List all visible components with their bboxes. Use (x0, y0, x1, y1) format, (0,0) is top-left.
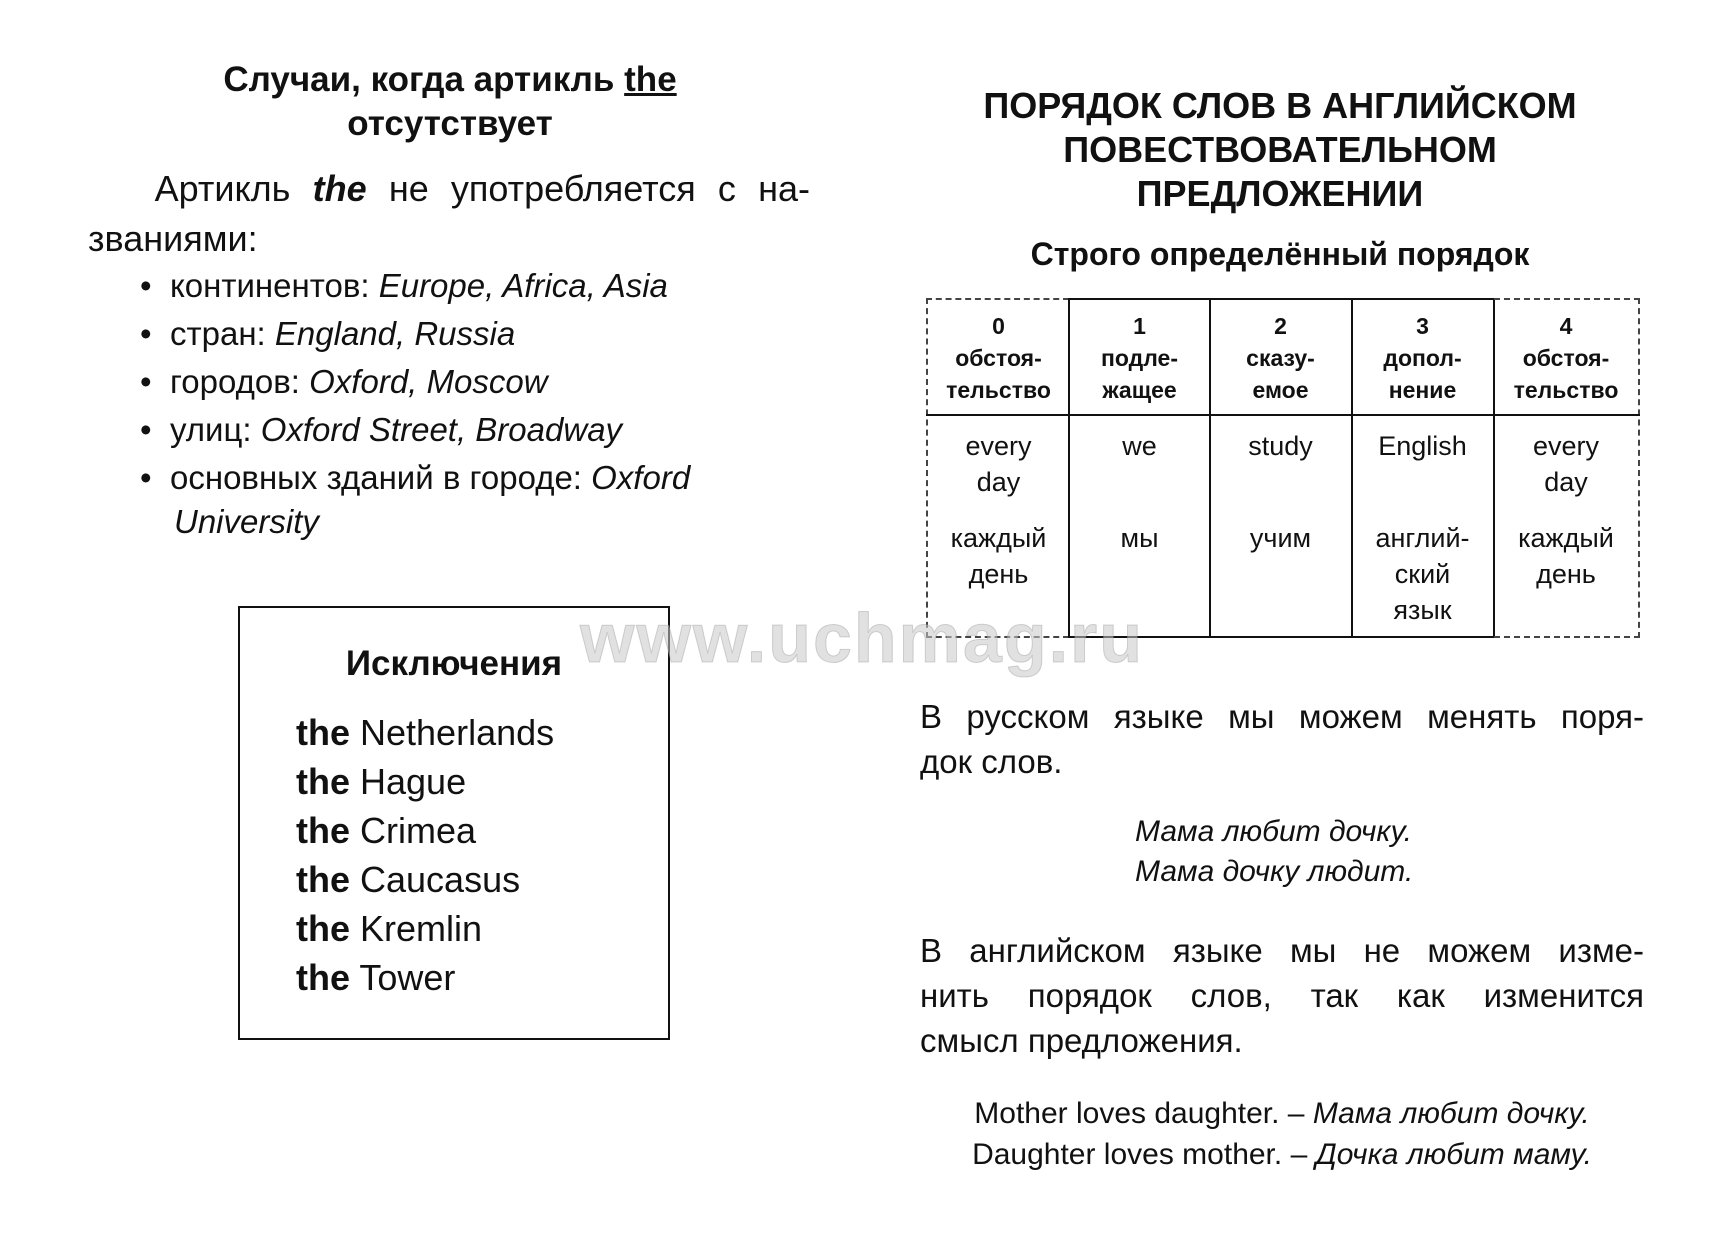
cell-line: англий- (1375, 523, 1470, 553)
title-line: ПРЕДЛОЖЕНИИ (1136, 173, 1424, 214)
column-number: 4 (1559, 313, 1573, 339)
article-the: the (296, 712, 350, 753)
rule-examples-continued: University (174, 503, 319, 540)
example-sentence: Мама дочку людит. (1135, 855, 1414, 888)
table-column (1068, 298, 1211, 638)
russian-cell (1352, 520, 1493, 628)
watermark: www.uchmag.ru (580, 599, 1145, 677)
rule-examples: Oxford (591, 459, 691, 496)
column-number: 0 (992, 313, 1005, 339)
right-page-title (910, 84, 1650, 216)
intro-the: the (312, 168, 367, 209)
article-the: the (296, 810, 350, 851)
rule-label: улиц: (170, 411, 252, 448)
cell-line: ский (1394, 559, 1451, 589)
list-item (296, 904, 554, 953)
article-the: the (296, 908, 350, 949)
bullet-icon: • (140, 459, 152, 496)
title-line: ПОРЯДОК СЛОВ В АНГЛИЙСКОМ (983, 85, 1577, 126)
list-item (296, 855, 554, 904)
exception-name: Caucasus (360, 859, 521, 900)
bullet-icon: • (140, 315, 152, 352)
column-number: 3 (1416, 313, 1429, 339)
cell-line: каждый (1518, 523, 1614, 553)
title-article-the: the (624, 60, 677, 99)
english-cell (1070, 428, 1209, 464)
rule-label: основных зданий в городе: (170, 459, 582, 496)
intro-line-1-rest: не употребляется с на- (388, 168, 810, 209)
paragraph-line: В английском языке мы не можем изме- (920, 932, 1644, 969)
list-item (140, 454, 840, 546)
rule-examples: Oxford Street, Broadway (260, 411, 623, 448)
english-cell (1352, 428, 1493, 464)
example-english: Mother loves daughter. – (974, 1097, 1305, 1130)
example-pair (920, 1093, 1644, 1134)
english-examples (920, 1093, 1644, 1175)
word-order-table (926, 298, 1640, 638)
example-english: Daughter loves mother. – (972, 1138, 1308, 1171)
cell-line: every (1532, 431, 1600, 461)
intro-paragraph (88, 164, 810, 264)
russian-cell (1070, 520, 1209, 556)
header-line: допол- (1383, 345, 1462, 371)
column-header (1494, 300, 1638, 418)
column-number: 1 (1133, 313, 1146, 339)
rule-label: стран: (170, 315, 266, 352)
cell-line: English (1378, 431, 1467, 461)
cell-line: day (976, 467, 1021, 497)
list-item (140, 262, 840, 310)
article-the: the (296, 957, 350, 998)
table-subtitle: Строго определённый порядок (1030, 236, 1530, 272)
paragraph-line: смысл предложения. (920, 1022, 1243, 1059)
title-text-1: Случаи, когда артикль (223, 60, 615, 99)
header-line: жащее (1102, 377, 1177, 403)
article-the: the (296, 761, 350, 802)
list-item (296, 953, 554, 1002)
cell-line: учим (1249, 523, 1312, 553)
cell-line: мы (1120, 523, 1159, 553)
column-header (1210, 300, 1351, 418)
rules-list (140, 262, 840, 546)
exception-name: Tower (359, 957, 456, 998)
example-translation: Мама любит дочку. (1312, 1097, 1590, 1130)
list-item (140, 310, 840, 358)
rule-examples: England, Russia (274, 315, 516, 352)
russian-order-paragraph (920, 694, 1644, 784)
rule-examples: Europe, Africa, Asia (378, 267, 668, 304)
exception-name: Crimea (360, 810, 477, 851)
bullet-icon: • (140, 411, 152, 448)
column-header (1070, 300, 1209, 418)
table-column (1494, 298, 1640, 638)
list-item (140, 358, 840, 406)
intro-line-2: званиями: (88, 218, 258, 259)
bullet-icon: • (140, 267, 152, 304)
list-item (296, 757, 554, 806)
article-the: the (296, 859, 350, 900)
exception-name: Netherlands (360, 712, 555, 753)
column-header (1352, 300, 1493, 418)
english-cell (1210, 428, 1351, 464)
exception-name: Kremlin (360, 908, 483, 949)
list-item (296, 708, 554, 757)
title-text-2: отсутствует (347, 104, 553, 143)
list-item (140, 406, 840, 454)
exception-name: Hague (360, 761, 467, 802)
example-sentence: Мама любит дочку. (1135, 815, 1412, 848)
paragraph-line: нить порядок слов, так как изменится (920, 977, 1644, 1014)
column-number: 2 (1274, 313, 1287, 339)
header-line: тельство (946, 377, 1051, 403)
russian-cell (928, 520, 1069, 592)
english-cell (1494, 428, 1638, 500)
cell-line: язык (1393, 595, 1452, 625)
russian-examples (1135, 812, 1413, 892)
cell-line: study (1248, 431, 1313, 461)
paragraph-line: док слов. (920, 743, 1063, 780)
cell-line: день (1536, 559, 1596, 589)
exceptions-list (296, 708, 554, 1002)
left-page-title (140, 58, 760, 146)
header-line: тельство (1513, 377, 1619, 403)
rule-label: городов: (170, 363, 300, 400)
rule-label: континентов: (170, 267, 370, 304)
header-line: нение (1388, 377, 1457, 403)
table-column (1352, 298, 1495, 638)
title-line: ПОВЕСТВОВАТЕЛЬНОМ (1063, 129, 1497, 170)
bullet-icon: • (140, 363, 152, 400)
header-divider (926, 414, 1640, 416)
table-column (926, 298, 1069, 638)
russian-cell (1494, 520, 1638, 592)
cell-line: каждый (950, 523, 1047, 553)
header-line: емое (1252, 377, 1309, 403)
cell-line: we (1122, 431, 1157, 461)
intro-lead: Артикль (154, 168, 291, 209)
paragraph-line: В русском языке мы можем менять поря- (920, 698, 1644, 735)
example-translation: Дочка любит маму. (1315, 1138, 1592, 1171)
example-pair (920, 1134, 1644, 1175)
russian-cell (1210, 520, 1351, 556)
header-line: подле- (1101, 345, 1178, 371)
english-order-paragraph (920, 928, 1644, 1063)
exceptions-title: Исключения (345, 644, 563, 683)
table-column (1210, 298, 1353, 638)
english-cell (928, 428, 1069, 500)
header-line: обстоя- (955, 345, 1042, 371)
list-item (296, 806, 554, 855)
intro-line-1 (88, 164, 810, 214)
header-line: обстоя- (1522, 345, 1610, 371)
cell-line: день (968, 559, 1029, 589)
header-line: сказу- (1246, 345, 1315, 371)
column-header (928, 300, 1069, 418)
rule-examples: Oxford, Moscow (309, 363, 548, 400)
cell-line: every (965, 431, 1032, 461)
cell-line: day (1544, 467, 1588, 497)
